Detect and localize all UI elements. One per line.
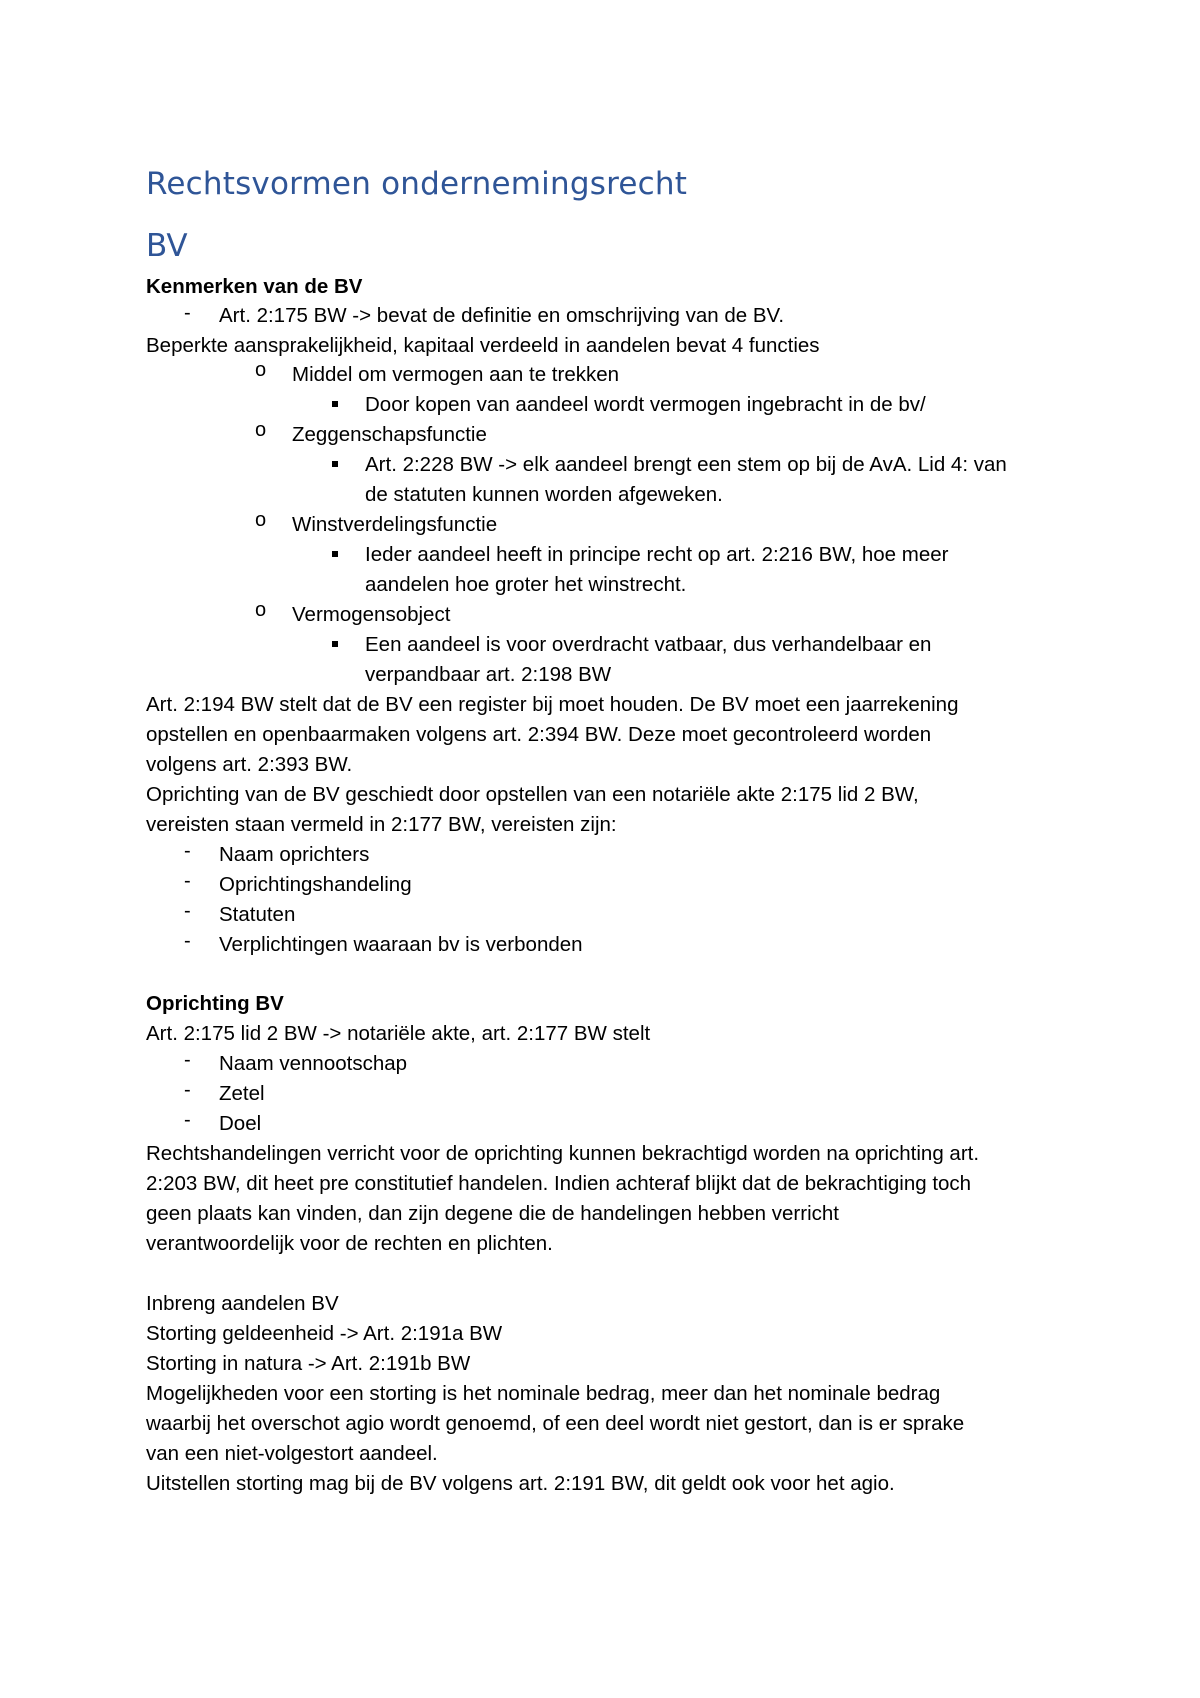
paragraph-line: van een niet-volgestort aandeel. <box>146 1442 438 1465</box>
list-item: Verplichtingen waaraan bv is verbonden <box>219 933 583 956</box>
dash-bullet-icon: - <box>184 840 191 862</box>
dash-bullet-icon: - <box>184 870 191 892</box>
circle-bullet-icon: o <box>255 599 267 621</box>
function-detail: Ieder aandeel heeft in principe recht op art. 2:216 BW, hoe meer <box>365 543 949 566</box>
document-title: Rechtsvormen ondernemingsrecht <box>146 166 688 202</box>
inbreng-heading: Inbreng aandelen BV <box>146 1292 339 1315</box>
paragraph-line: Storting in natura -> Art. 2:191b BW <box>146 1352 471 1375</box>
list-item: Statuten <box>219 903 296 926</box>
function-title: Vermogensobject <box>292 603 451 626</box>
function-detail: verpandbaar art. 2:198 BW <box>365 663 612 686</box>
paragraph-line: Uitstellen storting mag bij de BV volgens art. 2:191 BW, dit geldt ook voor het agio. <box>146 1472 895 1495</box>
function-detail: Een aandeel is voor overdracht vatbaar, dus verhandelbaar en <box>365 633 932 656</box>
oprichting-heading: Oprichting BV <box>146 992 284 1015</box>
function-detail: de statuten kunnen worden afgeweken. <box>365 483 723 506</box>
paragraph-line: opstellen en openbaarmaken volgens art. 2:394 BW. Deze moet gecontroleerd worden <box>146 723 932 746</box>
paragraph-line: Oprichting van de BV geschiedt door opstellen van een notariële akte 2:175 lid 2 BW, <box>146 783 919 806</box>
list-item: Naam vennootschap <box>219 1052 408 1075</box>
dash-bullet-icon: - <box>184 1079 191 1101</box>
function-title: Zeggenschapsfunctie <box>292 423 487 446</box>
dash-bullet-icon: - <box>184 302 191 324</box>
paragraph-line: volgens art. 2:393 BW. <box>146 753 353 776</box>
function-title: Winstverdelingsfunctie <box>292 513 498 536</box>
paragraph-line: verantwoordelijk voor de rechten en plichten. <box>146 1232 553 1255</box>
section-heading-bv: BV <box>146 228 188 264</box>
square-bullet-icon <box>332 401 338 407</box>
list-item: Naam oprichters <box>219 843 370 866</box>
circle-bullet-icon: o <box>255 359 267 381</box>
paragraph-line: Art. 2:194 BW stelt dat de BV een register bij moet houden. De BV moet een jaarrekening <box>146 693 959 716</box>
paragraph-line: Mogelijkheden voor een storting is het nominale bedrag, meer dan het nominale bedrag <box>146 1382 941 1405</box>
square-bullet-icon <box>332 641 338 647</box>
paragraph-line: 2:203 BW, dit heet pre constitutief handelen. Indien achteraf blijkt dat de bekrachtiging toch <box>146 1172 972 1195</box>
paragraph-line: Art. 2:175 lid 2 BW -> notariële akte, art. 2:177 BW stelt <box>146 1022 651 1045</box>
dash-bullet-icon: - <box>184 1049 191 1071</box>
kenmerken-intro: Beperkte aansprakelijkheid, kapitaal verdeeld in aandelen bevat 4 functies <box>146 334 820 357</box>
dash-bullet-icon: - <box>184 930 191 952</box>
function-detail: aandelen hoe groter het winstrecht. <box>365 573 687 596</box>
paragraph-line: waarbij het overschot agio wordt genoemd, of een deel wordt niet gestort, dan is er sprake <box>146 1412 965 1435</box>
paragraph-line: Storting geldeenheid -> Art. 2:191a BW <box>146 1322 503 1345</box>
paragraph-line: vereisten staan vermeld in 2:177 BW, vereisten zijn: <box>146 813 617 836</box>
square-bullet-icon <box>332 551 338 557</box>
square-bullet-icon <box>332 461 338 467</box>
kenmerken-heading: Kenmerken van de BV <box>146 275 363 298</box>
paragraph-line: geen plaats kan vinden, dan zijn degene die de handelingen hebben verricht <box>146 1202 839 1225</box>
function-detail: Art. 2:228 BW -> elk aandeel brengt een stem op bij de AvA. Lid 4: van <box>365 453 1007 476</box>
circle-bullet-icon: o <box>255 509 267 531</box>
dash-bullet-icon: - <box>184 900 191 922</box>
kenmerken-item: Art. 2:175 BW -> bevat de definitie en omschrijving van de BV. <box>219 304 785 327</box>
dash-bullet-icon: - <box>184 1109 191 1131</box>
list-item: Zetel <box>219 1082 265 1105</box>
circle-bullet-icon: o <box>255 419 267 441</box>
function-detail: Door kopen van aandeel wordt vermogen ingebracht in de bv/ <box>365 393 926 416</box>
function-title: Middel om vermogen aan te trekken <box>292 363 620 386</box>
list-item: Doel <box>219 1112 262 1135</box>
list-item: Oprichtingshandeling <box>219 873 412 896</box>
paragraph-line: Rechtshandelingen verricht voor de oprichting kunnen bekrachtigd worden na oprichting art. <box>146 1142 980 1165</box>
